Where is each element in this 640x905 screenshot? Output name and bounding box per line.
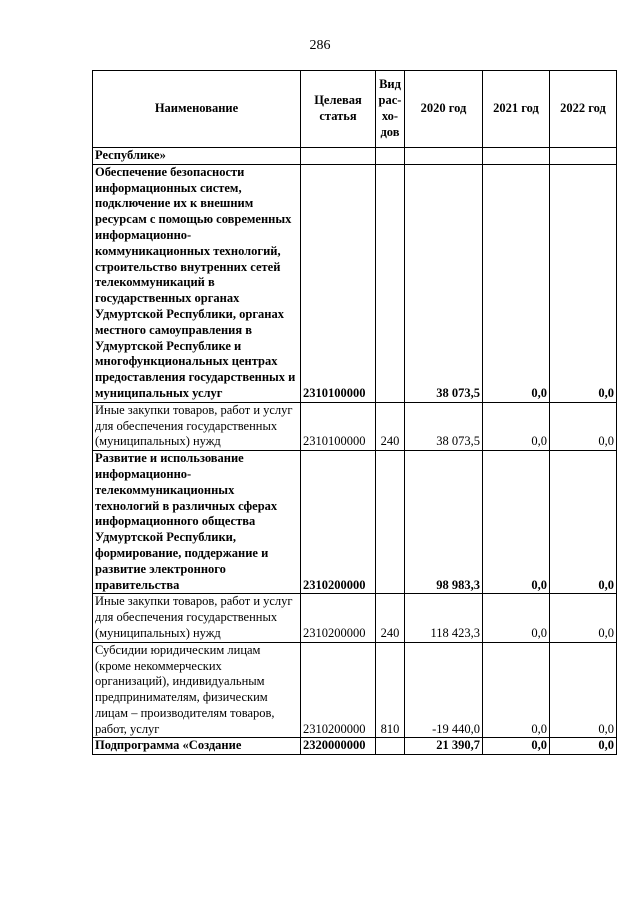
cell-expense-type — [376, 451, 405, 594]
header-2020: 2020 год — [405, 71, 483, 148]
cell-2022: 0,0 — [550, 451, 617, 594]
table-row — [93, 642, 617, 738]
cell-expense-type — [376, 148, 405, 165]
header-code: Целевая статья — [301, 71, 376, 148]
header-2022: 2022 год — [550, 71, 617, 148]
cell-expense-type: 240 — [376, 402, 405, 450]
cell-2020: -19 440,0 — [405, 642, 483, 738]
table-row — [93, 148, 617, 165]
cell-2022: 0,0 — [550, 164, 617, 402]
cell-2020: 38 073,5 — [405, 402, 483, 450]
cell-name: Республике» — [93, 148, 301, 165]
cell-target-article: 2310200000 — [301, 642, 376, 738]
cell-2021: 0,0 — [483, 164, 550, 402]
header-vid: Вид рас-хо-дов — [376, 71, 405, 148]
table-body — [93, 148, 617, 755]
page-number: 286 — [309, 38, 331, 53]
table-header-row — [93, 71, 617, 148]
cell-name: Подпрограмма «Создание — [93, 738, 301, 755]
cell-2022: 0,0 — [550, 594, 617, 642]
cell-name: Развитие и использование информационно-телекоммуникационных технологий в различных сферах информационного общества Удмуртской Республики, формирование, поддержание и развитие электронного правительства — [93, 451, 301, 594]
cell-name: Обеспечение безопасности информационных систем, подключение их к внешним ресурсам с помощью современных информационно-коммуникационных технологий, строительство внутренних сетей телекоммуникаций в государственных органах Удмуртской Республики, органах местного самоуправления в Удмуртской Республике и многофункциональных центрах предоставления государственных и муниципальных услуг — [93, 164, 301, 402]
cell-target-article — [301, 148, 376, 165]
cell-2020: 118 423,3 — [405, 594, 483, 642]
cell-target-article: 2310100000 — [301, 164, 376, 402]
cell-target-article: 2310100000 — [301, 402, 376, 450]
cell-2022: 0,0 — [550, 402, 617, 450]
cell-expense-type: 240 — [376, 594, 405, 642]
cell-2021 — [483, 148, 550, 165]
cell-2021: 0,0 — [483, 594, 550, 642]
header-name: Наименование — [93, 71, 301, 148]
cell-expense-type — [376, 164, 405, 402]
cell-2022: 0,0 — [550, 738, 617, 755]
cell-2021: 0,0 — [483, 451, 550, 594]
cell-2021: 0,0 — [483, 402, 550, 450]
cell-name: Иные закупки товаров, работ и услуг для обеспечения государственных (муниципальных) нужд — [93, 402, 301, 450]
cell-2020: 21 390,7 — [405, 738, 483, 755]
cell-expense-type: 810 — [376, 642, 405, 738]
cell-expense-type — [376, 738, 405, 755]
header-2021: 2021 год — [483, 71, 550, 148]
cell-2020: 98 983,3 — [405, 451, 483, 594]
cell-name: Субсидии юридическим лицам (кроме некоммерческих организаций), индивидуальным предпринимателям, физическим лицам – производителям товаров, работ, услуг — [93, 642, 301, 738]
cell-2021: 0,0 — [483, 738, 550, 755]
cell-2022 — [550, 148, 617, 165]
table-row — [93, 402, 617, 450]
budget-table — [92, 70, 617, 755]
cell-name: Иные закупки товаров, работ и услуг для обеспечения государственных (муниципальных) нужд — [93, 594, 301, 642]
table-row — [93, 738, 617, 755]
cell-target-article: 2310200000 — [301, 594, 376, 642]
cell-2021: 0,0 — [483, 642, 550, 738]
cell-2022: 0,0 — [550, 642, 617, 738]
cell-target-article: 2320000000 — [301, 738, 376, 755]
cell-target-article: 2310200000 — [301, 451, 376, 594]
table-row — [93, 594, 617, 642]
cell-2020 — [405, 148, 483, 165]
cell-2020: 38 073,5 — [405, 164, 483, 402]
table-row — [93, 164, 617, 402]
table-row — [93, 451, 617, 594]
